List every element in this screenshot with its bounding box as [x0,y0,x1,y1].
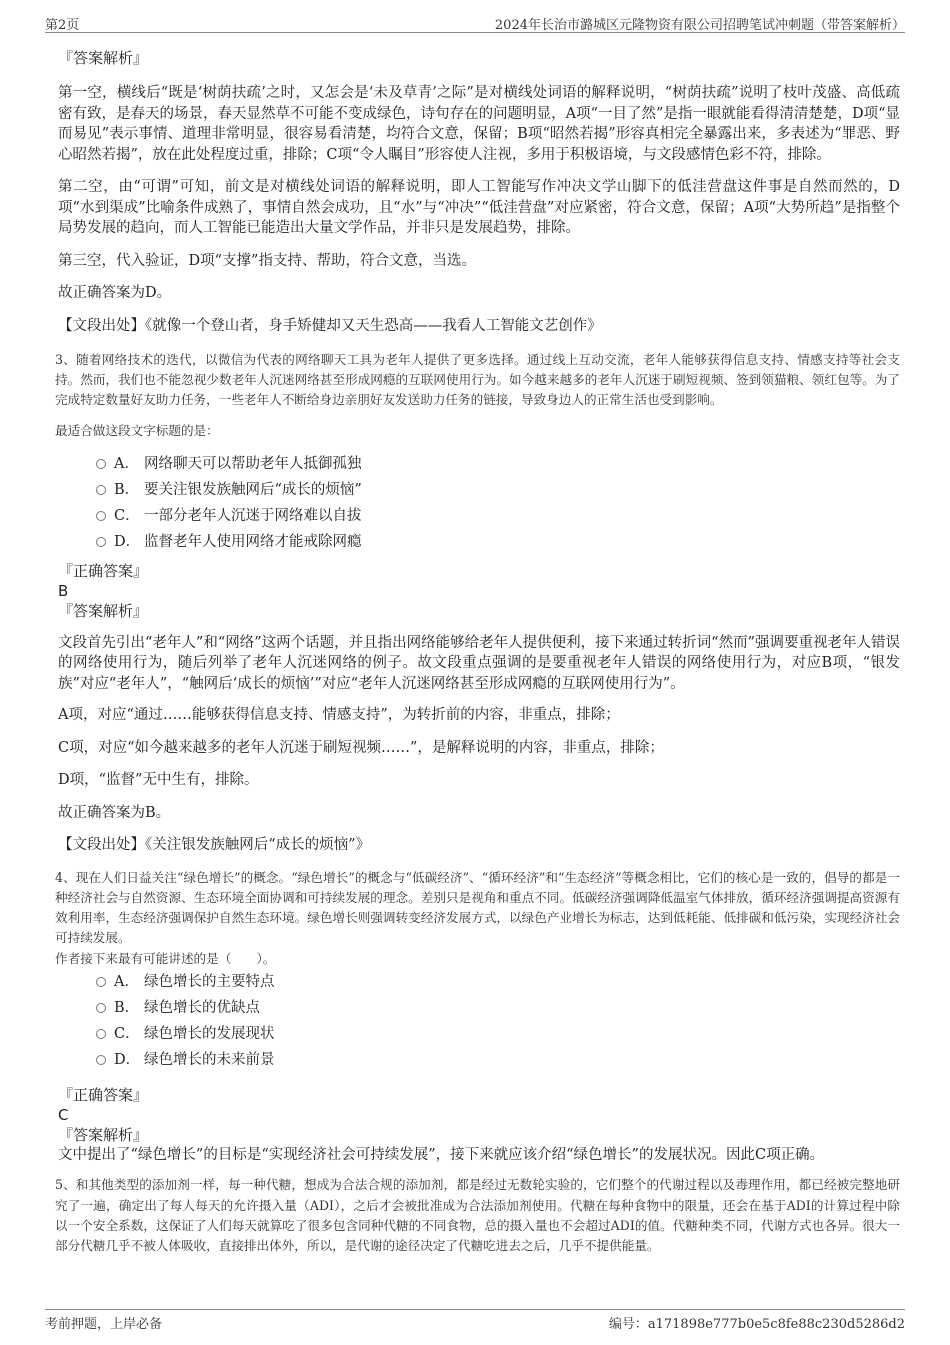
option-c[interactable]: C． 绿色增长的发展现状 [96,1021,900,1047]
answer-tag: 『正确答案』 [58,561,149,580]
radio-icon[interactable] [96,1003,106,1013]
radio-icon[interactable] [96,511,106,521]
option-d[interactable]: D． 绿色增长的未来前景 [96,1047,900,1073]
document-code: 编号：a171898e777b0e5c8fe88c230d5286d2 [608,1317,905,1332]
analysis-paragraph: 第一空，横线后“既是‘树荫扶疏’之时，又怎会是‘未及草青’之际”是对横线处词语的解释说明，“树荫扶疏”说明了枝叶茂盛、高低疏密有致，是春天的场景，春天显然草不可能不变成绿色，诗句存在的问题明显，A项“一目了然”是指一眼就能看得清清楚楚，D项“显而易见”表示事情、道理非常明显，很容易看清楚，均符合文意，保留；B项“昭然若揭”形容真相完全暴露出来，多表述为“罪恶、野心昭然若揭”，放在此处程度过重，排除；C项“令人瞩目”形容使人注视，多用于积极语境，与文段感情色彩不符，排除。 [58,85,900,163]
conclusion: 故正确答案为B。 [58,804,171,821]
option-b[interactable]: B． 要关注银发族触网后“成长的烦恼” [96,477,900,503]
document-title: 2024年长治市潞城区元隆物资有限公司招聘笔试冲刺题（带答案解析） [494,18,905,33]
question-prompt: 作者接下来最有可能讲述的是（ ）。 [55,950,276,966]
page-number: 第2页 [45,18,80,33]
question-stem: 5、和其他类型的添加剂一样，每一种代糖，想成为合法合规的添加剂，都是经过无数轮实验的，它们整个的代谢过程以及毒理作用，都已经被完整地研究了一遍，确定出了每人每天的允许摄入量（ADI），之后才会被批准成为合法添加剂使用。代糖在每种食物中的限量，还会在基于ADI的计算过程中除以一个安全系数，这保证了人们每天就算吃了很多包含同种代糖的不同食物，总的摄入量也不会超过ADI的值。代糖种类不同，代谢方式也各异。很大一部分代糖几乎不被人体吸收，直接排出体外，所以，是代谢的途径决定了代糖吃进去之后，几乎不提供能量。 [55,1177,900,1253]
answer-value: B [58,581,69,600]
page-footer [45,1309,905,1330]
conclusion: 故正确答案为D。 [58,285,172,301]
radio-icon[interactable] [96,459,106,469]
question-stem: 4、现在人们日益关注“绿色增长”的概念。“绿色增长”的概念与“低碳经济”、“循环经济”和“生态经济”等概念相比，它们的核心是一致的，倡导的都是一种经济社会与自然资源、生态环境全面协调和可持续发展的理念。差别只是视角和重点不同。低碳经济强调降低温室气体排放，循环经济强调提高资源有效利用率，生态经济强调保护自然生态环境。绿色增长则强调转变经济发展方式，以绿色产业增长为标志，达到低耗能、低排碳和低污染，实现经济社会可持续发展。 [55,869,900,946]
option-d[interactable]: D． 监督老年人使用网络才能戒除网瘾 [96,529,900,555]
source-citation: 【文段出处】《就像一个登山者，身手矫健却又天生恐高——我看人工智能文艺创作》 [58,317,602,334]
analysis-paragraph: C项，对应“如今越来越多的老年人沉迷于刷短视频……”，是解释说明的内容，非重点，排除； [58,739,664,756]
radio-icon[interactable] [96,537,106,547]
analysis-paragraph: 文中提出了“绿色增长”的目标是“实现经济社会可持续发展”，接下来就应该介绍“绿色增长”的发展状况。因此C项正确。 [58,1146,825,1163]
option-a[interactable]: A． 绿色增长的主要特点 [96,969,900,995]
answer-value: C [58,1105,69,1124]
footer-slogan: 考前押题，上岸必备 [45,1317,163,1332]
radio-icon[interactable] [96,485,106,495]
source-citation: 【文段出处】《关注银发族触网后“成长的烦恼”》 [58,837,371,854]
answer-tag: 『正确答案』 [58,1085,149,1104]
analysis-paragraph: A项，对应“通过……能够获得信息支持、情感支持”，为转折前的内容，非重点，排除； [58,707,620,724]
option-c[interactable]: C． 一部分老年人沉迷于网络难以自拔 [96,503,900,529]
analysis-tag: 『答案解析』 [58,49,149,67]
analysis-paragraph: 文段首先引出“老年人”和“网络”这两个话题，并且指出网络能够给老年人提供便利，接下来通过转折词“然而”强调要重视老年人错误的网络使用行为，随后列举了老年人沉迷网络的例子。故文段重点强调的是要重视老年人错误的网络使用行为，对应B项，“银发族”对应“老年人”，“触网后‘成长的烦恼’”对应“老年人沉迷网络甚至形成网瘾的互联网使用行为”。 [58,634,900,692]
option-a[interactable]: A． 网络聊天可以帮助老年人抵御孤独 [96,451,900,477]
radio-icon[interactable] [96,977,106,987]
question-stem: 3、随着网络技术的迭代，以微信为代表的网络聊天工具为老年人提供了更多选择。通过线上互动交流，老年人能够获得信息支持、情感支持等社会支持。然而，我们也不能忽视少数老年人沉迷网络甚至形成网瘾的互联网使用行为。如今越来越多的老年人沉迷于刷短视频、签到领猫粮、领红包等。为了完成特定数量好友助力任务，一些老年人不断给身边亲朋好友发送助力任务的链接，导致身边人的正常生活也受到影响。 [55,352,900,408]
analysis-paragraph: D项，“监督”无中生有，排除。 [58,772,259,789]
page-header [45,14,905,33]
analysis-paragraph: 第二空，由“可谓”可知，前文是对横线处词语的解释说明，即人工智能写作冲决文学山脚下的低洼营盘这件事是自然而然的，D项“水到渠成”比喻条件成熟了，事情自然会成功，且“水”与“冲决”“低洼营盘”对应紧密，符合文意，保留；A项“大势所趋”是指整个局势发展的趋向，而人工智能已能造出大量文学作品，并非只是发展趋势，排除。 [58,179,900,236]
analysis-tag: 『答案解析』 [58,1125,149,1144]
option-list [96,969,900,1073]
option-b[interactable]: B． 绿色增长的优缺点 [96,995,900,1021]
radio-icon[interactable] [96,1029,106,1039]
option-list [96,451,900,555]
document-body [55,44,900,1256]
analysis-tag: 『答案解析』 [58,601,149,620]
question-prompt: 最适合做这段文字标题的是： [55,422,219,438]
radio-icon[interactable] [96,1055,106,1065]
analysis-paragraph: 第三空，代入验证，D项“支撑”指支持、帮助，符合文意，当选。 [58,252,476,269]
